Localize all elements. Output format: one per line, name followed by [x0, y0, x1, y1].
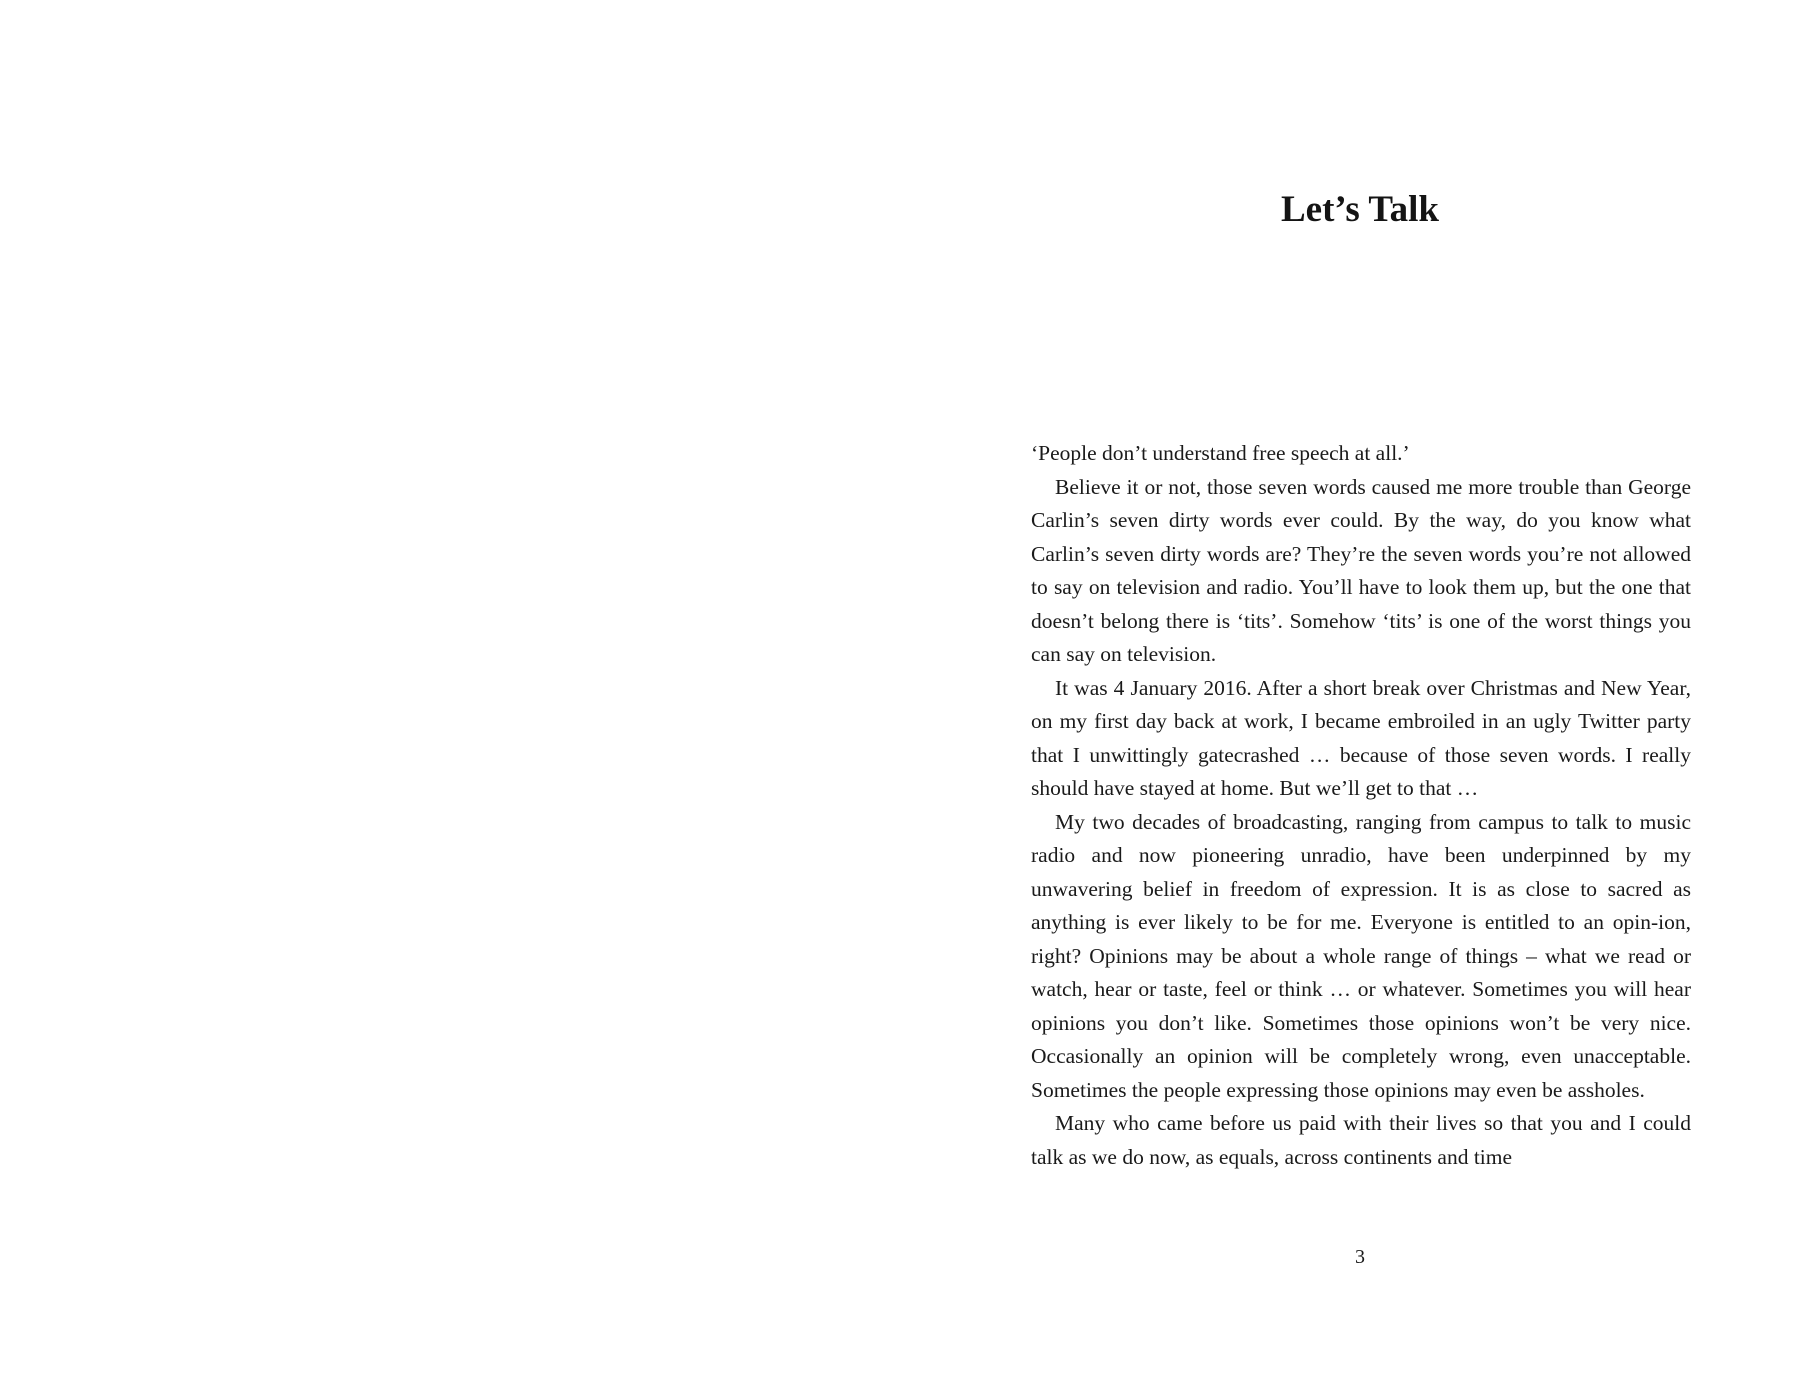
- left-page-blank: [0, 0, 897, 1376]
- paragraph-broadcasting: My two decades of broadcasting, ranging from campus to talk to music radio and now pioneering unradio, have been underpinned by my unwavering belief in freedom of expression. It is as close to sacred as anything is ever likely to be for me. Everyone is entitled to an opin-ion, right? Opinions may be about a whole range of things – what we read or watch, hear or taste, feel or think … or whatever. Sometimes you will hear opinions you don’t like. Sometimes those opinions won’t be very nice. Occasionally an opinion will be completely wrong, even unacceptable. Sometimes the people expressing those opinions may even be assholes.: [1031, 809, 1691, 1102]
- page-number: 3: [1355, 1246, 1365, 1268]
- body-text: [1031, 437, 1691, 1174]
- paragraph-opening-quote: ‘People don’t understand free speech at all.’: [1031, 441, 1410, 465]
- paragraph-january: It was 4 January 2016. After a short break over Christmas and New Year, on my first day back at work, I became embroiled in an ugly Twitter party that I unwittingly gatecrashed … because of those seven words. I really should have stayed at home. But we’ll get to that …: [1031, 675, 1691, 800]
- paragraph-carlin: Believe it or not, those seven words caused me more trouble than George Carlin’s seven dirty words ever could. By the way, do you know what Carlin’s seven dirty words are? They’re the seven words you’re not allowed to say on television and radio. You’ll have to look them up, but the one that doesn’t belong there is ‘tits’. Somehow ‘tits’ is one of the worst things you can say on television.: [1031, 474, 1691, 666]
- chapter-title: Let’s Talk: [1281, 189, 1439, 230]
- paragraph-many-who-came: Many who came before us paid with their lives so that you and I could talk as we do now, as equals, across continents and time: [1031, 1111, 1691, 1169]
